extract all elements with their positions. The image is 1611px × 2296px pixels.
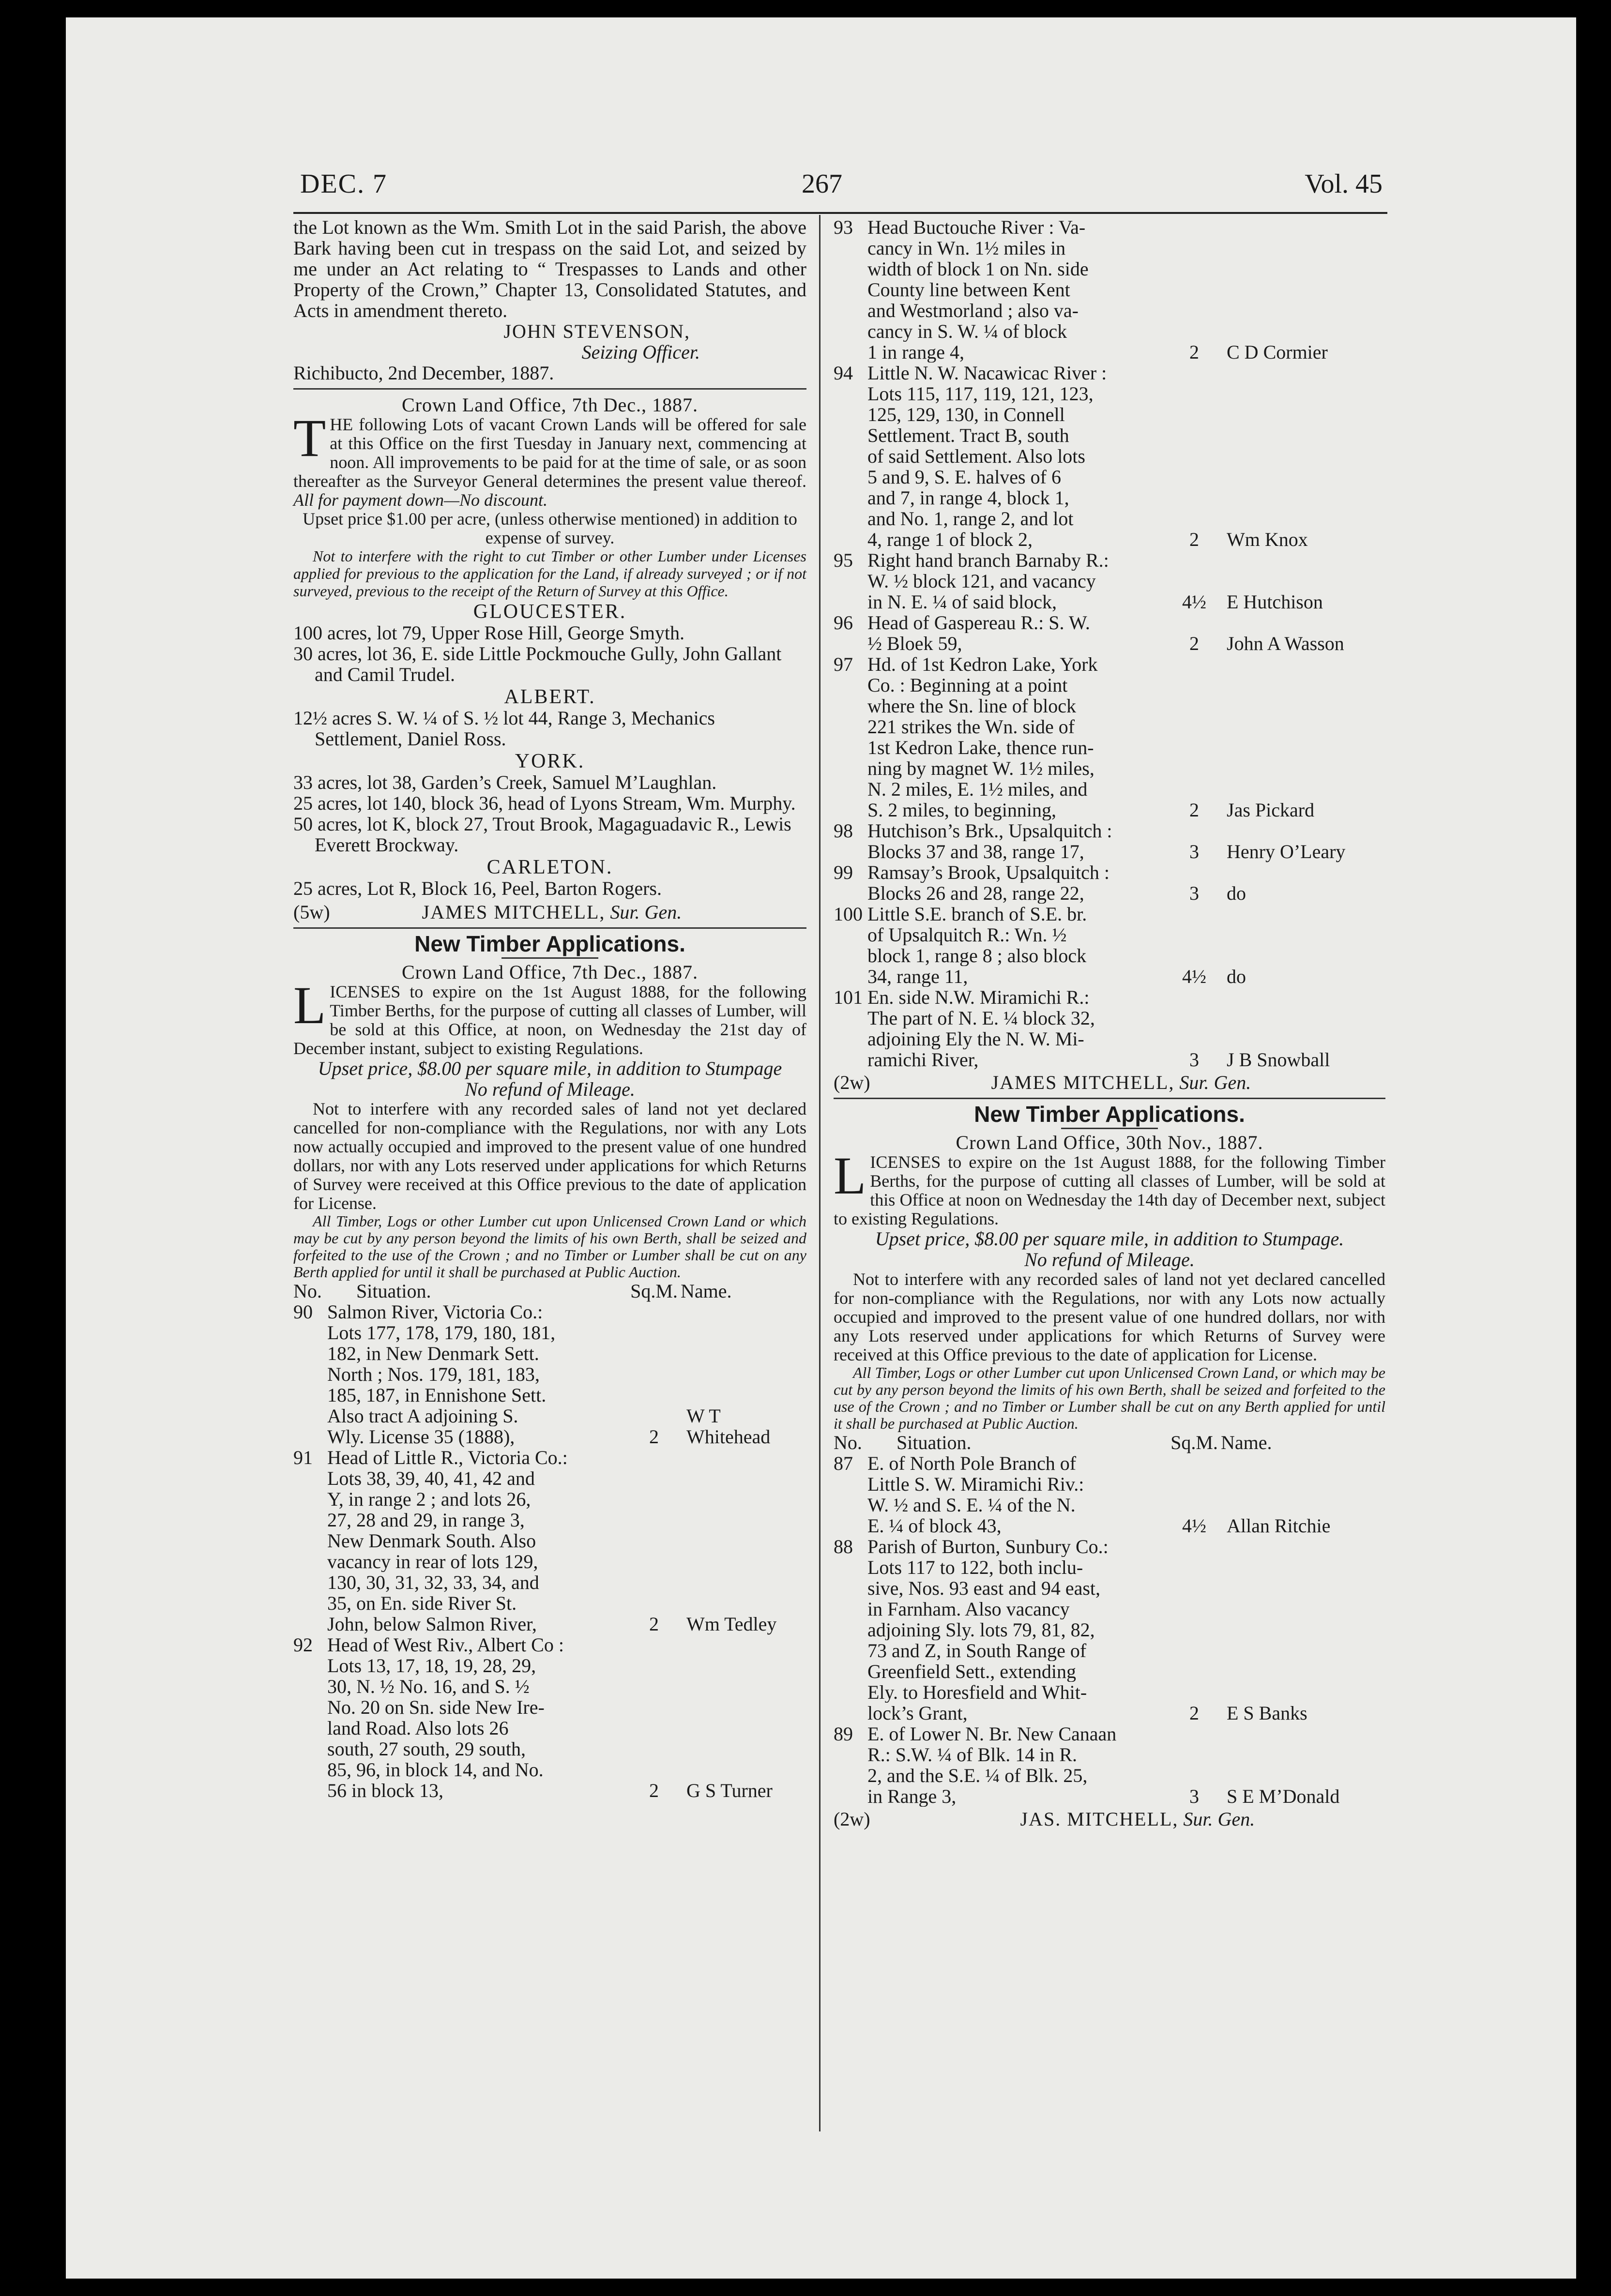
- situation-line: south, 27 south, 29 south,: [327, 1738, 526, 1759]
- row-sqm: 2: [1189, 529, 1199, 550]
- situation-line: in N. E. ¼ of said block,: [867, 591, 1057, 612]
- col-situation: Situation.: [897, 1432, 972, 1453]
- situation-line: Little S.E. branch of S.E. br.: [867, 904, 1087, 924]
- table-row: [834, 820, 1385, 862]
- timber-table-right-top: [834, 217, 1385, 1070]
- situation-line: 182, in New Denmark Sett.: [327, 1343, 539, 1364]
- situation-line: 125, 129, 130, in Connell: [867, 404, 1065, 425]
- situation-line: 130, 30, 31, 32, 33, 34, and: [327, 1572, 539, 1593]
- situation-line: Hd. of 1st Kedron Lake, York: [867, 654, 1098, 675]
- intro-place-date: Richibucto, 2nd December, 1887.: [293, 362, 554, 384]
- volume-number: Vol. 45: [1305, 169, 1383, 199]
- row-situation: [867, 217, 1168, 363]
- col-name: Name.: [681, 1280, 732, 1302]
- situation-line: 35, on En. side River St.: [327, 1593, 517, 1614]
- situation-line: cancy in S. W. ¼ of block: [867, 321, 1067, 342]
- col-sqm: Sq.M.: [1170, 1432, 1218, 1453]
- row-name: do: [1227, 882, 1246, 904]
- col-no: No.: [834, 1432, 862, 1453]
- situation-line: land Road. Also lots 26: [327, 1718, 509, 1738]
- timber-body-text-left: ICENSES to expire on the 1st August 1888, for the following Timber Berths, for the purpose of cutting all classes of Lumber, will be sold at this Office, at noon, on Wednesday the 21st day of December instant, subject to existing Regulations.: [293, 982, 806, 1058]
- timber-upset-right: Upset price, $8.00 per square mile, in addition to Stumpage.: [875, 1228, 1344, 1250]
- situation-line: in Farnham. Also vacancy: [867, 1599, 1070, 1619]
- situation-line: 5 and 9, S. E. halves of 6: [867, 467, 1061, 487]
- situation-line: Hutchison’s Brk., Upsalquitch :: [867, 820, 1112, 841]
- table-row: [834, 363, 1385, 550]
- header-date: DEC. 7: [300, 169, 387, 199]
- lot-entry: 33 acres, lot 38, Garden’s Creek, Samuel M’Laughlan.: [293, 771, 717, 793]
- row-name: G S Turner: [686, 1780, 773, 1801]
- row-no: 100: [834, 903, 863, 925]
- situation-line: John, below Salmon River,: [327, 1614, 537, 1634]
- timber-body-left: [293, 976, 806, 1058]
- left-column: [293, 217, 806, 1801]
- heading-rule: [1061, 1128, 1158, 1129]
- situation-line: En. side N.W. Miramichi R.:: [867, 987, 1090, 1008]
- lots-body-text: HE following Lots of vacant Crown Lands will be offered for sale at this Office on the first Tuesday in January next, commencing at noon. All improvements to be paid for at the time of sale, or as soon thereafter as the Surveyor General determines the present value thereof.: [293, 415, 806, 491]
- situation-line: Salmon River, Victoria Co.:: [327, 1301, 543, 1322]
- timber-heading-right: New Timber Applications.: [974, 1102, 1245, 1127]
- row-sqm: 4½: [1182, 1515, 1206, 1537]
- situation-line: 4, range 1 of block 2,: [867, 529, 1033, 550]
- situation-line: 85, 96, in block 14, and No.: [327, 1759, 544, 1780]
- section-rule: [834, 1098, 1385, 1099]
- situation-line: Little N. W. Nacawicac River :: [867, 363, 1107, 383]
- situation-line: Blocks 37 and 38, range 17,: [867, 841, 1084, 862]
- situation-line: Head Buctouche River : Va-: [867, 217, 1086, 238]
- timber-all-timber-left: All Timber, Logs or other Lumber cut upon Unlicensed Crown Land or which may be cut by any person beyond the limits of his own Berth, shall be seized and forfeited to the use of the Crown ; and no Timber or Lumber shall be cut on any Berth applied for until it shall be purchased at Public Auction.: [293, 1212, 806, 1281]
- column-divider: [819, 215, 821, 2131]
- row-sqm: 3: [1189, 1785, 1199, 1807]
- situation-line: adjoining Sly. lots 79, 81, 82,: [867, 1619, 1095, 1640]
- row-situation: [867, 1723, 1168, 1807]
- row-name: Wm Tedley: [686, 1613, 777, 1635]
- situation-line: in Range 3,: [867, 1786, 957, 1807]
- situation-line: and Westmorland ; also va-: [867, 300, 1079, 321]
- table-row: [834, 862, 1385, 904]
- row-no: 101: [834, 986, 863, 1008]
- timber-table-left: [293, 1281, 806, 1801]
- row-no: 92: [293, 1634, 313, 1656]
- right-top-footer-code: (2w): [834, 1072, 870, 1093]
- row-no: 91: [293, 1447, 313, 1468]
- situation-line: 56 in block 13,: [327, 1780, 443, 1801]
- situation-line: ½ Bloek 59,: [867, 633, 962, 654]
- lots-office-line: Crown Land Office, 7th Dec., 1887.: [401, 394, 698, 416]
- situation-line: and 7, in range 4, block 1,: [867, 487, 1069, 508]
- right-bottom-footer-code: (2w): [834, 1808, 870, 1830]
- situation-line: 30, N. ½ No. 16, and S. ½: [327, 1676, 530, 1697]
- situation-line: New Denmark South. Also: [327, 1530, 536, 1551]
- row-situation: [867, 820, 1168, 862]
- lot-entry: 25 acres, lot 140, block 36, head of Lyons Stream, Wm. Murphy.: [293, 792, 796, 814]
- situation-line: Wly. License 35 (1888),: [327, 1426, 515, 1447]
- lots-footer-role: Sur. Gen.: [610, 901, 682, 923]
- situation-line: Blocks 26 and 28, range 22,: [867, 883, 1084, 904]
- lots-notice-body: [293, 408, 806, 510]
- situation-line: and No. 1, range 2, and lot: [867, 508, 1074, 529]
- situation-line: ning by magnet W. 1½ miles,: [867, 758, 1094, 779]
- timber-table-right: [834, 1432, 1385, 1807]
- row-no: 90: [293, 1301, 313, 1323]
- row-sqm: 2: [1189, 633, 1199, 654]
- timber-heading-left: New Timber Applications.: [414, 931, 685, 956]
- page-number: 267: [802, 169, 842, 199]
- table-header-row: [293, 1281, 806, 1301]
- timber-office-line-right: Crown Land Office, 30th Nov., 1887.: [956, 1132, 1263, 1153]
- county-gloucester: GLOUCESTER.: [473, 601, 627, 623]
- situation-line: lock’s Grant,: [867, 1703, 968, 1723]
- county-albert: ALBERT.: [504, 686, 596, 708]
- table-row: [834, 987, 1385, 1070]
- row-name: S E M’Donald: [1227, 1785, 1340, 1807]
- timber-interfere-right: Not to interfere with any recorded sales of land not yet declared cancelled for non-compliance with the Regulations, nor with any Lots now actually occupied and improved to the present value of one hundred dollars, nor with any Lots reserved under applications for which Returns of Survey were received at this Office previous to the date of application for License.: [834, 1269, 1385, 1364]
- row-sqm: 3: [1189, 1049, 1199, 1071]
- table-row: [293, 1634, 806, 1801]
- intro-role: Seizing Officer.: [581, 341, 700, 363]
- situation-line: Ramsay’s Brook, Upsalquitch :: [867, 862, 1109, 883]
- row-no: 98: [834, 820, 853, 842]
- situation-line: R.: S.W. ¼ of Blk. 14 in R.: [867, 1744, 1078, 1765]
- timber-interfere-left: Not to interfere with any recorded sales of land not yet declared cancelled for non-compliance with the Regulations, nor with any Lots now actually occupied and improved to the present value of one hundred dollars, nor with any Lots reserved under applications for which Returns of Survey were received at this Office previous to the date of application for License.: [293, 1099, 806, 1213]
- situation-line: North ; Nos. 179, 181, 183,: [327, 1364, 540, 1385]
- timber-upset-left: Upset price, $8.00 per square mile, in addition to Stumpage: [318, 1057, 782, 1079]
- row-sqm: 4½: [1182, 966, 1206, 987]
- timber-body-right: [834, 1146, 1385, 1228]
- situation-line: 1st Kedron Lake, thence run-: [867, 737, 1094, 758]
- row-name: Henry O’Leary: [1227, 841, 1346, 862]
- timber-dropcap-left: L: [293, 976, 326, 1035]
- row-sqm: 3: [1189, 841, 1199, 862]
- col-name: Name.: [1221, 1432, 1272, 1453]
- col-sqm: Sq.M.: [630, 1280, 678, 1302]
- lots-upset-price: Upset price $1.00 per acre, (unless otherwise mentioned) in addition to expense of survey.: [303, 509, 797, 547]
- row-situation: [867, 904, 1168, 987]
- timber-body-text-right: ICENSES to expire on the 1st August 1888, for the following Timber Berths, for the purpose of cutting all classes of Lumber, will be sold at this Office at noon on Wednesday the 14th day of December next, subject to existing Regulations.: [834, 1152, 1385, 1228]
- row-situation: [867, 987, 1168, 1070]
- lots-body-italic: All for payment down—No discount.: [293, 490, 547, 510]
- row-sqm: 2: [649, 1426, 659, 1448]
- county-carleton: CARLETON.: [486, 856, 613, 878]
- row-name: J B Snowball: [1227, 1049, 1330, 1071]
- row-situation: [867, 1536, 1168, 1723]
- lots-footer-code: (5w): [293, 901, 330, 923]
- row-sqm: 2: [649, 1780, 659, 1801]
- situation-line: Settlement. Tract B, south: [867, 425, 1069, 446]
- situation-line: Ely. to Horesfield and Whit-: [867, 1682, 1087, 1703]
- row-sqm: 2: [1189, 341, 1199, 363]
- lots-note: Not to interfere with the right to cut Timber or other Lumber under Licenses applied for previous to the application for the Land, if already surveyed ; or if not surveyed, previous to the receipt of the Return of Survey at this Office.: [293, 547, 806, 600]
- county-york: YORK.: [515, 750, 585, 772]
- situation-line: adjoining Ely the N. W. Mi-: [867, 1028, 1084, 1049]
- timber-dropcap-right: L: [834, 1146, 866, 1205]
- situation-line: Lots 115, 117, 119, 121, 123,: [867, 383, 1094, 404]
- row-sqm: 2: [1189, 1702, 1199, 1724]
- situation-line: Greenfield Sett., extending: [867, 1661, 1076, 1682]
- row-situation: [867, 612, 1168, 654]
- situation-line: Parish of Burton, Sunbury Co.:: [867, 1536, 1109, 1557]
- row-name: do: [1227, 966, 1246, 987]
- situation-line: County line between Kent: [867, 279, 1070, 300]
- situation-line: Little S. W. Miramichi Riv.:: [867, 1474, 1084, 1495]
- lot-entry: 100 acres, lot 79, Upper Rose Hill, George Smyth.: [293, 622, 685, 644]
- table-row: [293, 1301, 806, 1447]
- table-row: [293, 1447, 806, 1634]
- row-name: E Hutchison: [1227, 591, 1323, 613]
- situation-line: block 1, range 8 ; also block: [867, 945, 1087, 966]
- intro-signature: JOHN STEVENSON,: [503, 320, 690, 342]
- situation-line: W. ½ block 121, and vacancy: [867, 571, 1096, 591]
- situation-line: The part of N. E. ¼ block 32,: [867, 1008, 1095, 1028]
- situation-line: Lots 38, 39, 40, 41, 42 and: [327, 1468, 535, 1489]
- table-row: [834, 550, 1385, 612]
- situation-line: 221 strikes the Wn. side of: [867, 716, 1075, 737]
- situation-line: of said Settlement. Also lots: [867, 446, 1085, 467]
- section-rule: [293, 927, 806, 929]
- intro-paragraph: the Lot known as the Wm. Smith Lot in the said Parish, the above Bark having been cut in trespass on the said Lot, and seized by me under an Act relating to “ Trespasses to Lands and other Property of the Crown,” Chapter 13, Consolidated Statutes, and Acts in amendment thereto.: [293, 216, 806, 321]
- situation-line: Lots 13, 17, 18, 19, 28, 29,: [327, 1655, 536, 1676]
- lot-entry: 12½ acres S. W. ¼ of S. ½ lot 44, Range 3, Mechanics Settlement, Daniel Ross.: [293, 707, 715, 750]
- situation-line: sive, Nos. 93 east and 94 east,: [867, 1578, 1101, 1599]
- lots-dropcap: T: [293, 408, 326, 468]
- table-row: [834, 1536, 1385, 1723]
- right-bottom-footer: [834, 1809, 1385, 1829]
- right-bottom-footer-signature: JAS. MITCHELL,: [1020, 1808, 1179, 1830]
- row-name: John A Wasson: [1227, 633, 1344, 654]
- situation-line: Y, in range 2 ; and lots 26,: [327, 1489, 531, 1510]
- row-situation: [867, 363, 1168, 550]
- lot-entry: 50 acres, lot K, block 27, Trout Brook, Magaguadavic R., Lewis Everett Brockway.: [293, 813, 791, 856]
- situation-line: Lots 177, 178, 179, 180, 181,: [327, 1322, 556, 1343]
- row-situation: [327, 1447, 627, 1634]
- heading-rule: [502, 957, 598, 959]
- row-sqm: 4½: [1182, 591, 1206, 613]
- situation-line: of Upsalquitch R.: Wn. ½: [867, 924, 1067, 945]
- table-row: [834, 1453, 1385, 1536]
- col-no: No.: [293, 1280, 322, 1302]
- situation-line: Co. : Beginning at a point: [867, 675, 1068, 695]
- situation-line: Head of Gaspereau R.: S. W.: [867, 612, 1090, 633]
- row-name: E S Banks: [1227, 1702, 1307, 1724]
- right-top-footer: [834, 1072, 1385, 1093]
- row-situation: [867, 1453, 1168, 1536]
- row-situation: [867, 654, 1168, 820]
- page-header: [66, 158, 1576, 206]
- row-no: 93: [834, 216, 853, 238]
- table-row: [834, 217, 1385, 363]
- timber-mileage-right: No refund of Mileage.: [1024, 1249, 1195, 1270]
- row-name: W T Whitehead: [686, 1405, 771, 1448]
- situation-line: S. 2 miles, to beginning,: [867, 800, 1056, 820]
- row-sqm: 3: [1189, 882, 1199, 904]
- right-top-footer-role: Sur. Gen.: [1179, 1072, 1251, 1093]
- row-sqm: 2: [1189, 799, 1199, 821]
- situation-line: 34, range 11,: [867, 966, 968, 987]
- row-sqm: 2: [649, 1613, 659, 1635]
- section-rule: [293, 388, 806, 390]
- row-no: 96: [834, 612, 853, 634]
- situation-line: 73 and Z, in South Range of: [867, 1640, 1087, 1661]
- row-no: 99: [834, 861, 853, 883]
- row-no: 88: [834, 1536, 853, 1557]
- newspaper-page: [66, 17, 1576, 2279]
- row-no: 97: [834, 653, 853, 675]
- timber-office-line-left: Crown Land Office, 7th Dec., 1887.: [401, 961, 698, 983]
- header-rule: [293, 212, 1387, 214]
- row-situation: [867, 550, 1168, 612]
- situation-line: Also tract A adjoining S.: [327, 1405, 518, 1426]
- row-name: Allan Ritchie: [1227, 1515, 1331, 1537]
- situation-line: ramichi River,: [867, 1049, 979, 1070]
- row-name: Jas Pickard: [1227, 799, 1315, 821]
- situation-line: vacancy in rear of lots 129,: [327, 1551, 538, 1572]
- lot-entry: 25 acres, Lot R, Block 16, Peel, Barton Rogers.: [293, 877, 662, 899]
- lots-footer-signature: JAMES MITCHELL,: [422, 901, 606, 923]
- situation-line: Head of Little R., Victoria Co.:: [327, 1447, 568, 1468]
- table-row: [834, 904, 1385, 987]
- timber-mileage-left: No refund of Mileage.: [465, 1078, 635, 1100]
- situation-line: No. 20 on Sn. side New Ire-: [327, 1697, 545, 1718]
- situation-line: N. 2 miles, E. 1½ miles, and: [867, 779, 1088, 800]
- situation-line: where the Sn. line of block: [867, 695, 1076, 716]
- situation-line: W. ½ and S. E. ¼ of the N.: [867, 1495, 1076, 1515]
- row-no: 89: [834, 1723, 853, 1745]
- situation-line: Lots 117 to 122, both inclu-: [867, 1557, 1083, 1578]
- lot-entry: 30 acres, lot 36, E. side Little Pockmouche Gully, John Gallant and Camil Trudel.: [293, 643, 782, 685]
- table-header-row: [834, 1432, 1385, 1453]
- table-row: [834, 654, 1385, 820]
- row-no: 95: [834, 549, 853, 571]
- situation-line: Right hand branch Barnaby R.:: [867, 550, 1109, 571]
- situation-line: E. ¼ of block 43,: [867, 1515, 1002, 1536]
- situation-line: 27, 28 and 29, in range 3,: [327, 1510, 525, 1530]
- row-situation: [867, 862, 1168, 904]
- situation-line: width of block 1 on Nn. side: [867, 258, 1089, 279]
- lots-footer: [293, 902, 806, 922]
- situation-line: E. of North Pole Branch of: [867, 1453, 1077, 1474]
- col-situation: Situation.: [356, 1280, 431, 1302]
- row-name: Wm Knox: [1227, 529, 1308, 550]
- timber-all-timber-right: All Timber, Logs or other Lumber cut upon Unlicensed Crown Land, or which may be cut by any person beyond the limits of his own Berth, shall be seized and forfeited to the use of the Crown ; and no Timber or Lumber shall be cut on any Berth applied for until it shall be purchased at Public Auction.: [834, 1364, 1385, 1432]
- table-row: [834, 1723, 1385, 1807]
- table-row: [834, 612, 1385, 654]
- situation-line: 1 in range 4,: [867, 342, 964, 363]
- situation-line: E. of Lower N. Br. New Canaan: [867, 1723, 1117, 1744]
- situation-line: Head of West Riv., Albert Co :: [327, 1634, 564, 1655]
- right-top-footer-signature: JAMES MITCHELL,: [991, 1072, 1175, 1093]
- row-no: 94: [834, 362, 853, 384]
- situation-line: 2, and the S.E. ¼ of Blk. 25,: [867, 1765, 1088, 1786]
- row-situation: [327, 1634, 627, 1801]
- situation-line: 185, 187, in Ennishone Sett.: [327, 1385, 547, 1405]
- row-no: 87: [834, 1452, 853, 1474]
- right-bottom-footer-role: Sur. Gen.: [1183, 1808, 1255, 1830]
- situation-line: cancy in Wn. 1½ miles in: [867, 238, 1066, 258]
- row-situation: [327, 1301, 627, 1447]
- right-column: [834, 217, 1385, 1829]
- row-name: C D Cormier: [1227, 341, 1328, 363]
